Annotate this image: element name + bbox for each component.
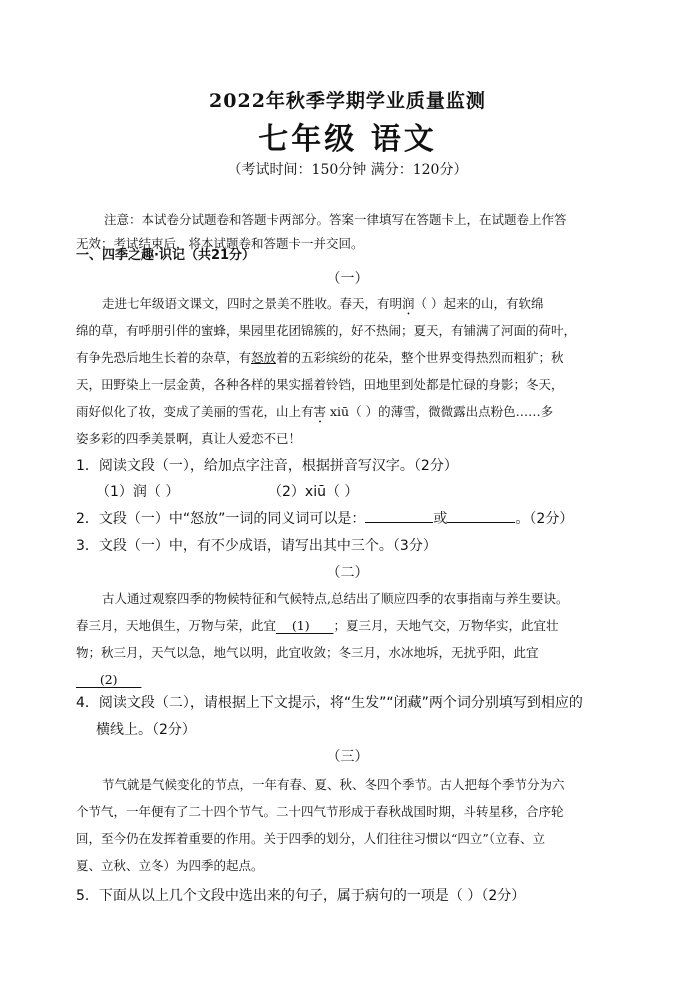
passage-text: （ ）起来的山，有软绵	[414, 296, 544, 311]
question-text: 2．文段（一）中“怒放”一词的同义词可以是：	[76, 511, 366, 527]
underlined-word: 怒放	[251, 350, 277, 365]
passage-text: 有争先恐后地生长着的杂草，有	[76, 350, 252, 365]
question-1-sub-1: （1）润（ ）	[96, 484, 180, 500]
question-3: 3．文段（一）中，有不少成语，请写出其中三个。（3分）	[76, 538, 437, 554]
passage-line: 天，田野染上一层金黄，各种各样的果实摇着铃铛，田地里到处都是忙碌的身影；冬天，	[76, 377, 564, 392]
question-4: 4．阅读文段（二），请根据上下文提示，将“生发”“闭藏”两个词分别填写到相应的	[76, 695, 583, 711]
exam-subject: 七年级 语文	[258, 122, 437, 157]
passage-1	[76, 290, 624, 452]
passage-text: 走进七年级语文课文，四时之景美不胜收。春天，有明	[102, 296, 403, 311]
passage-text: xiū（ ）的薄雪，微微露出点粉色……多	[326, 404, 554, 419]
fill-blank-2: (2)	[76, 672, 142, 687]
passage-line: 姿多彩的四季美景啊，真让人爱恋不已！	[76, 431, 302, 446]
passage-3	[76, 771, 624, 879]
passage-line	[76, 612, 624, 639]
question-text: 或	[433, 511, 448, 527]
passage-text: ；夏三月，天地气交，万物华实，此宜壮	[333, 618, 559, 633]
passage-line: 回，至今仍在发挥着重要的作用。关于四季的划分，人们往往习惯以“四立”（立春、立	[76, 831, 546, 846]
question-1-sub-2: （2）xiū（ ）	[268, 484, 359, 500]
passage-line: 个节气，一年便有了二十四个节气。二十四气节形成于春秋战国时期，斗转星移，合序轮	[76, 804, 564, 819]
passage-line	[76, 344, 624, 371]
passage-2-label: （二）	[326, 565, 369, 581]
passage-text: 春三月，天地俱生，万物与荣，此宜	[76, 618, 277, 633]
passage-line: 夏、立秋、立冬）为四季的起点。	[76, 858, 264, 873]
passage-line: 古人通过观察四季的物候特征和气候特点,总结出了顺应四季的农事指南与养生要诀。	[102, 591, 569, 606]
passage-line	[76, 666, 624, 693]
question-1: 1．阅读文段（一），给加点字注音，根据拼音写汉字。（2分）	[76, 458, 458, 474]
question-2	[76, 508, 636, 528]
passage-line: 绵的草，有呼朋引伴的蜜蜂，果园里花团锦簇的，好不热闹；夏天，有铺满了河面的荷叶，	[76, 323, 577, 338]
notice-line-2: 无效；考试结束后，将本试题卷和答题卡一并交回。	[76, 236, 364, 251]
emphasized-char: 害	[313, 404, 327, 419]
question-text: 。（2分）	[515, 511, 574, 527]
emphasized-char: 润	[402, 296, 415, 311]
answer-blank	[365, 510, 433, 523]
question-5: 5．下面从以上几个文段中选出来的句子，属于病句的一项是（ ）（2分）	[76, 888, 526, 904]
section-heading: 一、四季之趣·识记（共21分）	[76, 248, 256, 263]
passage-line: 物；秋三月，天气以急，地气以明，此宜收敛；冬三月，水冰地坼，无扰乎阳，此宜	[76, 645, 539, 660]
question-4-cont: 横线上。（2分）	[96, 722, 196, 738]
passage-line	[76, 290, 624, 317]
answer-blank	[447, 510, 515, 523]
passage-text: 雨好似化了妆，变成了美丽的雪花，山上有	[76, 404, 314, 419]
fill-blank-1: (1)	[276, 618, 334, 633]
passage-2	[76, 585, 624, 693]
passage-1-label: （一）	[326, 271, 369, 287]
exam-title: 2022年秋季学期学业质量监测	[209, 90, 486, 112]
notice-line-1: 注意：本试卷分试题卷和答题卡两部分。答案一律填写在答题卡上，在试题卷上作答	[104, 212, 567, 227]
exam-info: （考试时间：150分钟 满分：120分）	[227, 162, 468, 178]
passage-line: 节气就是气候变化的节点，一年有春、夏、秋、冬四个季节。古人把每个季节分为六	[102, 777, 565, 792]
passage-line	[76, 398, 624, 425]
passage-text: 着的五彩缤纷的花朵，整个世界变得热烈而粗犷；秋	[276, 350, 564, 365]
passage-3-label: （三）	[326, 749, 369, 765]
